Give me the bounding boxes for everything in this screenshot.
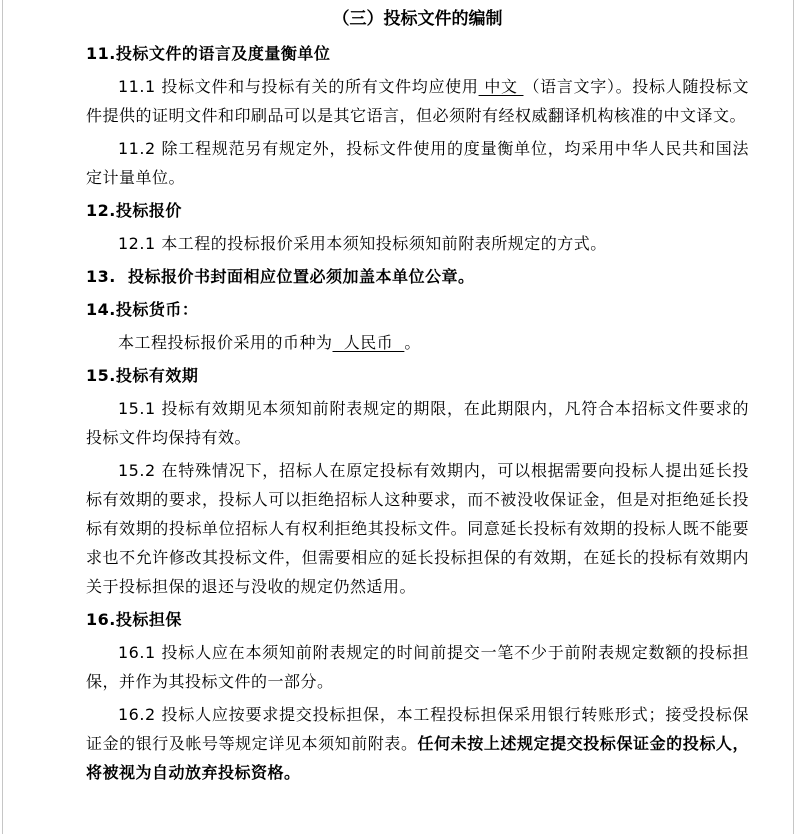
text-run: （语言文字）。投标人随投标文件提供的证明文件和印刷品可以是其它语言，但必须附有经权威翻译机构核准的中文译文。 (86, 77, 749, 125)
document-body (86, 39, 749, 787)
text-run: 15.2 在特殊情况下，招标人在原定投标有效期内，可以根据需要向投标人提出延长投标有效期的要求，投标人可以拒绝招标人这种要求，而不被没收保证金，但是对拒绝延长投标有效期的投标单位招标人有权利拒绝其投标文件。同意延长投标有效期的投标人既不能要求也不允许修改其投标文件，但需要相应的延长投标担保的有效期，在延长的投标有效期内关于投标担保的退还与没收的规定仍然适用。 (86, 461, 749, 596)
text-run: 16.投标担保 (86, 610, 182, 629)
text-run: 15.投标有效期 (86, 366, 199, 385)
para-11-2 (86, 134, 749, 192)
heading-14 (86, 295, 749, 324)
heading-16 (86, 605, 749, 634)
text-run: 14.投标货币： (86, 300, 199, 319)
text-run: 11.2 除工程规范另有规定外，投标文件使用的度量衡单位，均采用中华人民共和国法定计量单位。 (86, 139, 749, 187)
text-run: 11.1 投标文件和与投标有关的所有文件均应使用 (118, 77, 479, 96)
text-run: 13. 投标报价书封面相应位置必须加盖本单位公章。 (86, 267, 475, 286)
text-run: 本工程投标报价采用的币种为 (118, 333, 333, 352)
heading-13 (86, 262, 749, 291)
heading-12 (86, 196, 749, 225)
text-run: 。 (404, 333, 421, 352)
heading-11 (86, 39, 749, 68)
text-run: 12.投标报价 (86, 201, 182, 220)
document-title: （三）投标文件的编制 (332, 9, 503, 29)
text-run: 16.1 投标人应在本须知前附表规定的时间前提交一笔不少于前附表规定数额的投标担保，并作为其投标文件的一部分。 (86, 643, 749, 691)
para-14-body (86, 328, 749, 357)
text-run: 16.2 投标人应按要求提交投标担保，本工程投标担保采用银行转账形式；接受投标保证金的银行及帐号等规定详见本须知前附表。 (86, 705, 749, 753)
para-15-2 (86, 456, 749, 601)
para-16-2 (86, 700, 749, 787)
heading-15 (86, 361, 749, 390)
text-run: 15.1 投标有效期见本须知前附表规定的期限，在此期限内，凡符合本招标文件要求的投标文件均保持有效。 (86, 399, 749, 447)
document-page (2, 0, 794, 834)
para-11-1 (86, 72, 749, 130)
para-16-1 (86, 638, 749, 696)
text-run: 任何未按上述规定提交投标保证金的投标人，将被视为自动放弃投标资格。 (86, 734, 749, 782)
text-run: 11.投标文件的语言及度量衡单位 (86, 44, 331, 63)
para-15-1 (86, 394, 749, 452)
text-run: 12.1 本工程的投标报价采用本须知投标须知前附表所规定的方式。 (118, 234, 607, 253)
text-run: 中文 (478, 77, 524, 96)
text-run: 人民币 (332, 333, 405, 352)
para-12-1 (86, 229, 749, 258)
